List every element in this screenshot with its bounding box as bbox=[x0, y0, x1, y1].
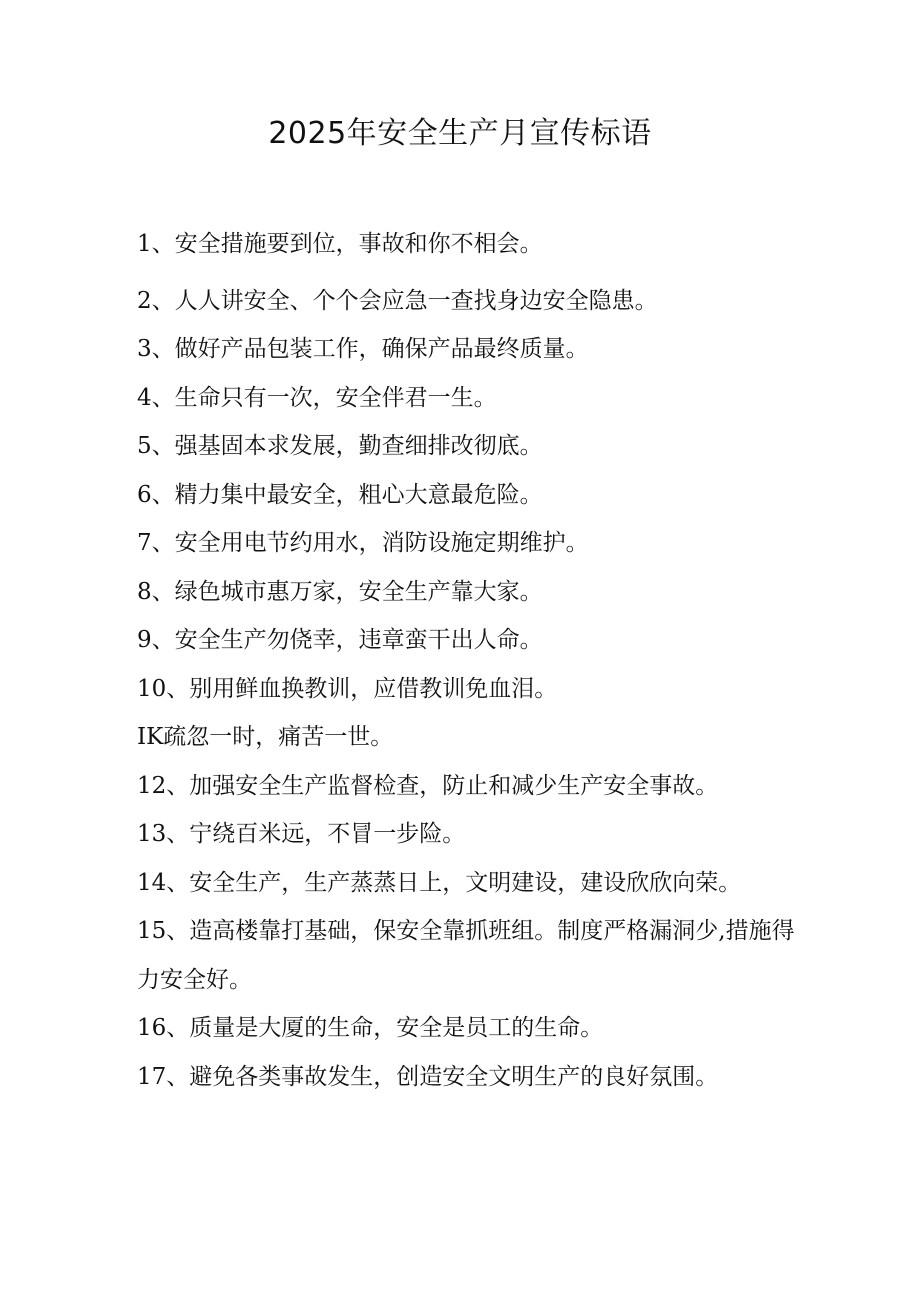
slogan-item: 7、安全用电节约用水，消防设施定期维护。 bbox=[137, 530, 589, 556]
slogan-item: 13、宁绕百米远，不冒一步险。 bbox=[137, 821, 466, 847]
slogan-item: 8、绿色城市惠万家，安全生产靠大家。 bbox=[137, 578, 543, 605]
slogan-item: IK疏忽一时，痛苦一世。 bbox=[137, 724, 394, 750]
slogan-item: 1、安全措施要到位，事故和你不相会。 bbox=[137, 231, 543, 257]
slogan-item: 14、安全生产，生产蒸蒸日上，文明建设，建设欣欣向荣。 bbox=[137, 869, 742, 896]
slogan-item: 2、人人讲安全、个个会应急一查找身边安全隐患。 bbox=[137, 287, 658, 314]
slogan-item: 5、强基固本求发展，勤查细排改彻底。 bbox=[137, 433, 543, 459]
slogan-item: 12、加强安全生产监督检查，防止和减少生产安全事故。 bbox=[137, 772, 719, 799]
slogan-item: 10、别用鲜血换教训，应借教训免血泪。 bbox=[137, 675, 558, 702]
slogan-item: 4、生命只有一次，安全伴君一生。 bbox=[137, 384, 497, 411]
slogan-item: 3、做好产品包装工作，确保产品最终质量。 bbox=[137, 336, 589, 362]
slogan-item: 6、精力集中最安全，粗心大意最危险。 bbox=[137, 481, 543, 508]
slogan-item: 17、避免各类事故发生，创造安全文明生产的良好氛围。 bbox=[137, 1063, 719, 1090]
slogan-item: 16、质量是大厦的生命，安全是员工的生命。 bbox=[137, 1015, 604, 1041]
page-title: 2025年安全生产月宣传标语 bbox=[268, 116, 652, 151]
slogan-list bbox=[137, 220, 817, 1101]
slogan-item: 15、造高楼靠打基础，保安全靠抓班组。制度严格漏洞少,措施得力安全好。 bbox=[137, 918, 795, 993]
slogan-item: 9、安全生产勿侥幸，违章蛮干出人命。 bbox=[137, 627, 543, 653]
